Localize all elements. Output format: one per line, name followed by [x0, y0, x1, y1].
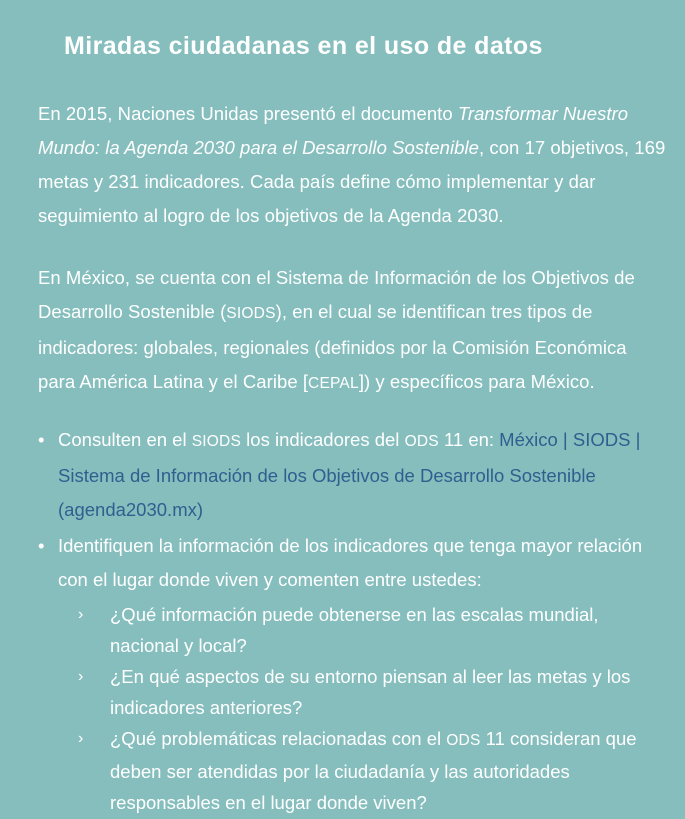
paragraph-list [38, 97, 668, 401]
page-title: Miradas ciudadanas en el uso de datos [64, 32, 543, 60]
siods-external-link[interactable]: México | SIODS | Sistema de Información de los Objetivos de Desarrollo Sostenible (agenda2030.mx) [58, 429, 641, 520]
subitem-entorno [38, 661, 668, 723]
subitem-escalas [38, 599, 668, 661]
chevron-right-icon: › [78, 668, 84, 685]
acronym-text: ODS [404, 433, 439, 450]
sub-question-text [110, 604, 598, 656]
sub-question-text [110, 666, 630, 718]
text-run: ¿En qué aspectos de su entorno piensan al leer las metas y los indicadores anteriores? [110, 666, 631, 718]
paragraph-1 [38, 97, 668, 233]
text-run: ), en el cual se identifican tres tipos de indicadores: globales, regionales (definidos por la Comisión Económica para América Latina y el Caribe [ [38, 301, 627, 392]
text-run: , con 17 objetivos, 169 metas y 231 indicadores. Cada país define cómo implementar y dar seguimiento al logro de los objetivos de la Agenda 2030. [38, 137, 666, 226]
chevron-right-icon: › [78, 730, 84, 747]
bullet-dot-icon: • [38, 535, 45, 556]
text-run: ]) y específicos para México. [358, 371, 595, 392]
bullet-text [58, 535, 642, 590]
chevron-right-icon: › [78, 606, 84, 623]
text-run: ¿Qué información puede obtenerse en las escalas mundial, nacional y local? [110, 604, 599, 656]
text-run: Consulten en el [58, 429, 192, 450]
paragraph-2 [38, 261, 668, 401]
bullet-dot-icon: • [38, 429, 45, 450]
text-run: 11 en: [438, 429, 500, 450]
text-run: En México, se cuenta con el Sistema de Información de los Objetivos de Desarrollo Sostenible ( [38, 267, 635, 322]
text-run: ¿Qué problemáticas relacionadas con el [110, 728, 447, 749]
text-run: los indicadores del [241, 429, 405, 450]
sub-question-text [110, 728, 637, 813]
content-body [38, 97, 668, 818]
italic-title-text: Transformar Nuestro Mundo: la Agenda 2030 para el Desarrollo Sostenible [38, 103, 629, 158]
bullet-consulten [38, 423, 668, 527]
activity-list [38, 423, 668, 818]
bullet-identifiquen [38, 529, 668, 597]
bullet-list [38, 423, 668, 597]
acronym-text: ODS [446, 732, 481, 749]
subitem-problematicas [38, 723, 668, 818]
text-run: Identifiquen la información de los indicadores que tenga mayor relación con el lugar donde viven y comenten entre ustedes: [58, 535, 643, 590]
sub-question-list [38, 599, 668, 818]
text-run: En 2015, Naciones Unidas presentó el documento [38, 103, 458, 124]
acronym-text: SIODS [191, 433, 242, 450]
acronym-text: CEPAL [308, 375, 359, 392]
acronym-text: SIODS [226, 305, 276, 322]
text-run: 11 consideran que deben ser atendidas por la ciudadanía y las autoridades responsables en el lugar donde viven? [110, 728, 637, 813]
bullet-text [58, 429, 640, 520]
